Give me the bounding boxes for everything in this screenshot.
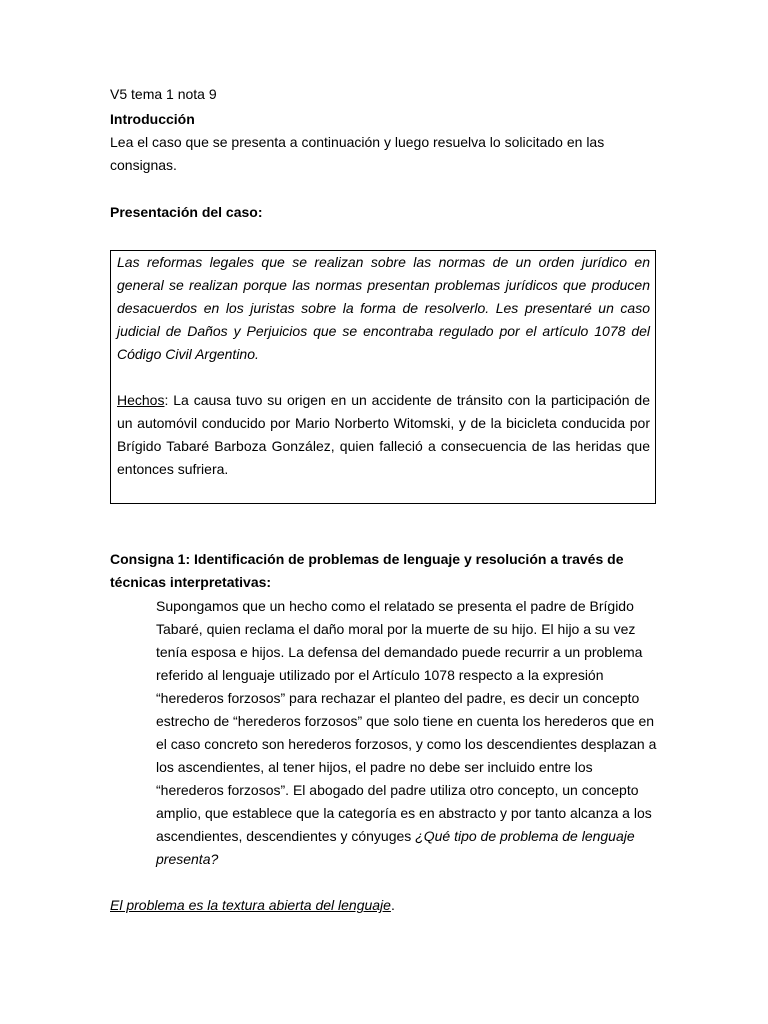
- facts-label: Hechos: [117, 392, 165, 408]
- facts-text: : La causa tuvo su origen en un accidente de tránsito con la participación de un automóvil conducido por Mario Norberto Witomski, y de la bicicleta conducida por Brígido Tabaré Barboza González, quien falleció a consecuencia de las heridas que entonces sufriera.: [117, 392, 650, 477]
- consigna-question: ¿Qué tipo de problema de lenguaje presenta?: [156, 828, 635, 867]
- intro-text-line-1: Lea el caso que se presenta a continuación y luego resuelva lo solicitado en las: [110, 134, 605, 150]
- answer-line: [110, 894, 395, 917]
- consigna-heading-line-2: técnicas interpretativas:: [110, 574, 272, 590]
- document-header: V5 tema 1 nota 9: [110, 86, 217, 102]
- answer-period: .: [390, 897, 395, 913]
- case-paragraph: Las reformas legales que se realizan sobre las normas de un orden jurídico en general se realizan porque las normas presentan problemas jurídicos que producen desacuerdos en los juristas sobre la forma de resolverlo. Les presentaré un caso judicial de Daños y Perjuicios que se encontraba regulado por el artículo 1078 del Código Civil Argentino.: [117, 254, 650, 362]
- answer-text: El problema es la textura abierta del lenguaje: [110, 897, 391, 913]
- consigna-body: [156, 595, 660, 871]
- case-box: [110, 250, 656, 504]
- case-heading: Presentación del caso:: [110, 204, 263, 220]
- facts-paragraph: [117, 389, 650, 481]
- consigna-heading-line-1: Consigna 1: Identificación de problemas de lenguaje y resolución a través de: [110, 551, 624, 567]
- consigna-body-text: Supongamos que un hecho como el relatado se presenta el padre de Brígido Tabaré, quien reclama el daño moral por la muerte de su hijo. El hijo a su vez tenía esposa e hijos. La defensa del demandado puede recurrir a un problema referido al lenguaje utilizado por el Artículo 1078 respecto a la expresión “herederos forzosos” para rechazar el planteo del padre, es decir un concepto estrecho de “herederos forzosos” que solo tiene en cuenta los herederos que en el caso concreto son herederos forzosos, y como los descendientes desplazan a los ascendientes, al tener hijos, el padre no debe ser incluido entre los “herederos forzosos”. El abogado del padre utiliza otro concepto, un concepto amplio, que establece que la categoría es en abstracto y por tanto alcanza a los ascendientes, descendientes y cónyuges: [156, 598, 657, 844]
- intro-text-line-2: consignas.: [110, 157, 177, 173]
- intro-heading: Introducción: [110, 111, 195, 127]
- case-box-content: [117, 251, 650, 481]
